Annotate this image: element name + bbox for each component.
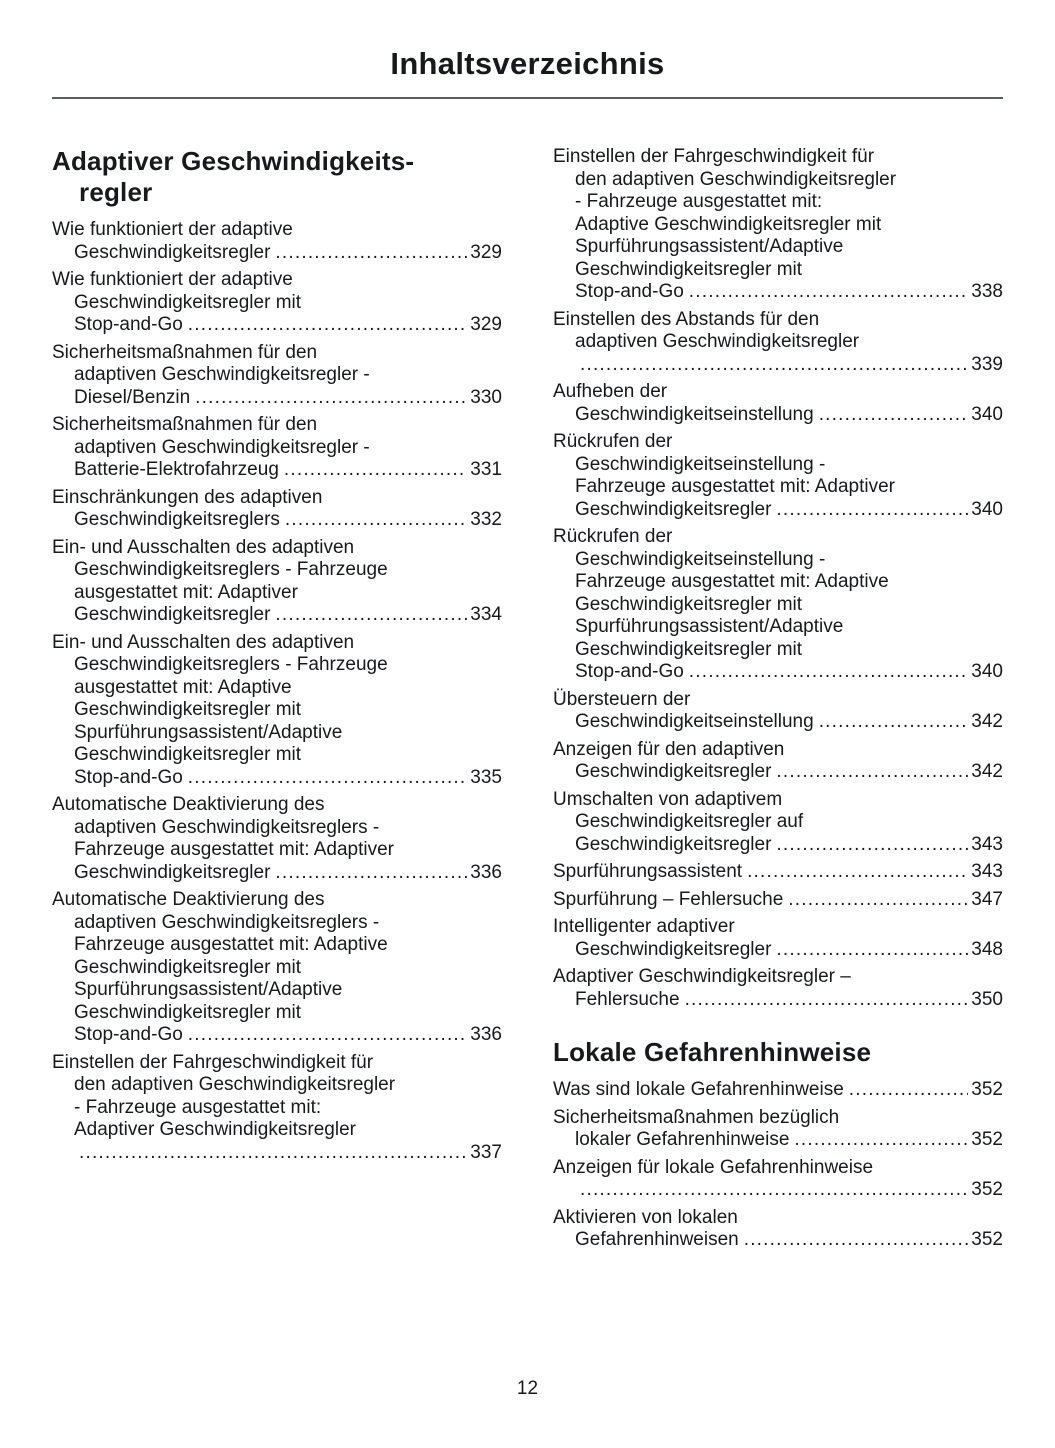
entry-title-line: ausgestattet mit: Adaptiver [74, 581, 298, 603]
entry-leader-line [553, 889, 1003, 912]
leader-dots [685, 989, 969, 1012]
entry-page-number: 338 [971, 281, 1003, 302]
entry-page-number: 347 [971, 888, 1003, 910]
leader-dots [188, 1024, 468, 1047]
toc-entry [52, 794, 502, 884]
entry-title-line: Spurführungsassistent [553, 861, 743, 882]
entry-leader-line [553, 1129, 1003, 1152]
entry-title-line: Sicherheitsmaßnahmen für den [52, 341, 318, 363]
entry-page-number: 352 [971, 1079, 1003, 1100]
entry-title-line: adaptiven Geschwindigkeitsregler - [74, 364, 370, 385]
leader-dots [819, 404, 969, 427]
leader-dots [776, 499, 968, 522]
entry-title-line: Stop-and-Go [74, 766, 183, 788]
entry-leader-line [553, 989, 1003, 1012]
entry-leader-line [553, 354, 1003, 377]
entry-title-line: Geschwindigkeitsregler [575, 761, 772, 782]
leader-dots [849, 1079, 969, 1102]
entry-title-line: Aktivieren von lokalen [553, 1206, 738, 1228]
leader-dots [747, 861, 968, 884]
entry-page-number: 340 [971, 661, 1003, 682]
entry-title-line: Fahrzeuge ausgestattet mit: Adaptive [575, 571, 889, 592]
entry-title-line: Gefahrenhinweisen [575, 1229, 739, 1250]
toc-entry [553, 689, 1003, 734]
entry-leader-line [553, 711, 1003, 734]
entry-title-line: Stop-and-Go [575, 281, 684, 302]
entry-leader-line [52, 604, 502, 627]
toc-entry [553, 789, 1003, 857]
page-title: Inhaltsverzeichnis [390, 46, 665, 81]
entry-leader-line [553, 281, 1003, 304]
entry-page-number: 337 [470, 1141, 502, 1163]
toc-entry [553, 526, 1003, 684]
entry-title-line: Spurführung – Fehlersuche [553, 888, 784, 910]
entry-title-line: Geschwindigkeitsregler [575, 938, 772, 960]
entry-title-line: Geschwindigkeitsregler mit [74, 1001, 302, 1023]
entry-title-line: Anzeigen für lokale Gefahrenhinweise [553, 1156, 874, 1178]
leader-dots [188, 314, 468, 337]
toc-entry [52, 537, 502, 627]
toc-column-right [553, 146, 1003, 1257]
entry-title-line: Geschwindigkeitsregler mit [575, 258, 803, 280]
entry-page-number: 329 [470, 241, 502, 263]
toc-entry [553, 739, 1003, 784]
leader-dots [275, 862, 467, 885]
entry-title-line: Was sind lokale Gefahrenhinweise [553, 1079, 844, 1100]
entry-page-number: 336 [470, 1024, 502, 1045]
entry-title-line: Stop-and-Go [74, 314, 183, 335]
entry-title-line: adaptiven Geschwindigkeitsreglers - [74, 816, 380, 838]
leader-dots [79, 1142, 467, 1165]
entry-page-number: 334 [470, 604, 502, 625]
entry-title-line: Geschwindigkeitsregler mit [575, 638, 803, 660]
entry-title-line: den adaptiven Geschwindigkeitsregler [575, 168, 897, 190]
entry-leader-line [553, 404, 1003, 427]
entry-title-line: Intelligenter adaptiver [553, 916, 735, 937]
leader-dots [776, 761, 968, 784]
toc-entry [553, 1107, 1003, 1152]
entry-title-line: Fehlersuche [575, 988, 680, 1010]
entry-title-line: Geschwindigkeitsregler [74, 861, 271, 883]
entry-title-line: Batterie-Elektrofahrzeug [74, 459, 279, 480]
entry-title-line: Diesel/Benzin [74, 386, 191, 408]
toc-entry [52, 1052, 502, 1165]
toc-entry [553, 1079, 1003, 1102]
entry-title-line: Ein- und Ausschalten des adaptiven [52, 536, 355, 558]
toc-entry [553, 431, 1003, 521]
page-header [52, 46, 1003, 99]
entry-leader-line [553, 1079, 1003, 1102]
entry-page-number: 330 [470, 386, 502, 408]
leader-dots [689, 661, 969, 684]
entry-page-number: 350 [971, 988, 1003, 1010]
entry-title-line: Umschalten von adaptivem [553, 788, 783, 810]
entry-page-number: 343 [971, 861, 1003, 882]
toc-entry [553, 309, 1003, 377]
toc-entry [553, 889, 1003, 912]
entry-title-line: Sicherheitsmaßnahmen bezüglich [553, 1106, 840, 1128]
leader-dots [188, 767, 468, 790]
entry-title-line: Geschwindigkeitsregler mit [74, 956, 302, 978]
section-heading-line: Adaptiver Geschwindigkeits- [52, 146, 415, 176]
entry-leader-line [52, 314, 502, 337]
leader-dots [744, 1229, 969, 1252]
toc-entry [553, 861, 1003, 884]
entry-title-line: Einstellen der Fahrgeschwindigkeit für [52, 1051, 374, 1073]
leader-dots [275, 242, 467, 265]
entry-title-line: Sicherheitsmaßnahmen für den [52, 414, 318, 435]
toc-columns [52, 146, 1003, 1257]
entry-leader-line [52, 242, 502, 265]
entry-title-line: ausgestattet mit: Adaptive [74, 676, 292, 698]
toc-entry [52, 414, 502, 482]
entry-title-line: Adaptiver Geschwindigkeitsregler [74, 1119, 356, 1140]
section-heading [553, 1037, 1003, 1068]
section-heading [52, 146, 502, 208]
leader-dots [819, 711, 969, 734]
entry-page-number: 348 [971, 938, 1003, 960]
entry-title-line: adaptiven Geschwindigkeitsregler - [74, 436, 370, 458]
entry-title-line: adaptiven Geschwindigkeitsregler [575, 331, 860, 352]
entry-title-line: Rückrufen der [553, 431, 673, 452]
leader-dots [788, 889, 968, 912]
page-footer [0, 1378, 1055, 1400]
leader-dots [776, 939, 968, 962]
leader-dots [776, 834, 968, 857]
entry-title-line: Geschwindigkeitsreglers [74, 509, 280, 530]
entry-title-line: Rückrufen der [553, 526, 673, 547]
toc-entry [52, 889, 502, 1047]
entry-page-number: 332 [470, 509, 502, 530]
entry-leader-line [553, 861, 1003, 884]
entry-title-line: - Fahrzeuge ausgestattet mit: [74, 1096, 322, 1118]
entry-title-line: adaptiven Geschwindigkeitsreglers - [74, 911, 380, 933]
entry-page-number: 340 [971, 498, 1003, 520]
entry-title-line: Geschwindigkeitseinstellung [575, 711, 814, 732]
entry-title-line: den adaptiven Geschwindigkeitsregler [74, 1074, 396, 1095]
entry-leader-line [553, 1179, 1003, 1202]
entry-title-line: Geschwindigkeitsregler [74, 241, 271, 263]
entry-title-line: Aufheben der [553, 381, 668, 402]
toc-entry [553, 916, 1003, 961]
entry-page-number: 342 [971, 711, 1003, 732]
leader-dots [285, 509, 467, 532]
entry-page-number: 342 [971, 761, 1003, 782]
entry-leader-line [553, 1229, 1003, 1252]
toc-entry [52, 632, 502, 790]
toc-entry [553, 1207, 1003, 1252]
entry-title-line: Stop-and-Go [74, 1024, 183, 1045]
entry-title-line: Stop-and-Go [575, 661, 684, 682]
entry-leader-line [52, 1024, 502, 1047]
toc-entry [553, 381, 1003, 426]
entry-leader-line [52, 509, 502, 532]
entry-leader-line [52, 767, 502, 790]
entry-page-number: 352 [971, 1179, 1003, 1200]
entry-title-line: Geschwindigkeitseinstellung - [575, 453, 826, 475]
entry-title-line: Adaptiver Geschwindigkeitsregler – [553, 966, 851, 987]
entry-page-number: 331 [470, 459, 502, 480]
leader-dots [580, 1179, 968, 1202]
entry-leader-line [553, 761, 1003, 784]
entry-page-number: 343 [971, 833, 1003, 855]
leader-dots [284, 459, 467, 482]
header-rule [52, 97, 1003, 99]
page-number: 12 [516, 1378, 539, 1399]
entry-title-line: - Fahrzeuge ausgestattet mit: [575, 191, 823, 212]
entry-title-line: Spurführungsassistent/Adaptive [575, 236, 844, 257]
entry-leader-line [52, 1142, 502, 1165]
entry-title-line: Einstellen der Fahrgeschwindigkeit für [553, 146, 875, 167]
entry-title-line: Geschwindigkeitsregler [575, 498, 772, 520]
entry-title-line: Ein- und Ausschalten des adaptiven [52, 631, 355, 653]
entry-title-line: Wie funktioniert der adaptive [52, 269, 293, 290]
entry-page-number: 335 [470, 766, 502, 788]
entry-leader-line [553, 499, 1003, 522]
toc-entry [553, 1157, 1003, 1202]
entry-title-line: Geschwindigkeitseinstellung - [575, 548, 826, 570]
entry-title-line: Spurführungsassistent/Adaptive [74, 721, 343, 743]
entry-title-line: Fahrzeuge ausgestattet mit: Adaptive [74, 934, 388, 955]
entry-page-number: 329 [470, 314, 502, 335]
toc-entry [52, 487, 502, 532]
section-heading-line: regler [79, 177, 153, 207]
entry-title-line: Geschwindigkeitseinstellung [575, 403, 814, 425]
entry-title-line: Automatische Deaktivierung des [52, 794, 325, 815]
entry-title-line: Spurführungsassistent/Adaptive [575, 616, 844, 637]
leader-dots [195, 387, 467, 410]
entry-page-number: 352 [971, 1129, 1003, 1150]
leader-dots [794, 1129, 968, 1152]
entry-title-line: Spurführungsassistent/Adaptive [74, 979, 343, 1000]
entry-title-line: Fahrzeuge ausgestattet mit: Adaptiver [74, 839, 395, 860]
entry-title-line: Geschwindigkeitsregler mit [74, 699, 302, 720]
entry-leader-line [52, 387, 502, 410]
entry-title-line: Geschwindigkeitsregler mit [74, 744, 302, 765]
entry-page-number: 339 [971, 353, 1003, 375]
toc-entry [553, 966, 1003, 1011]
entry-title-line: Einschränkungen des adaptiven [52, 486, 323, 508]
entry-page-number: 340 [971, 403, 1003, 425]
leader-dots [689, 281, 969, 304]
entry-title-line: Einstellen des Abstands für den [553, 308, 820, 330]
entry-title-line: Geschwindigkeitsreglers - Fahrzeuge [74, 559, 388, 580]
entry-title-line: Geschwindigkeitsreglers - Fahrzeuge [74, 654, 388, 675]
leader-dots [580, 354, 968, 377]
entry-title-line: Automatische Deaktivierung des [52, 889, 325, 910]
entry-title-line: Adaptive Geschwindigkeitsregler mit [575, 213, 882, 235]
entry-leader-line [553, 834, 1003, 857]
toc-entry [52, 219, 502, 264]
entry-page-number: 336 [470, 861, 502, 883]
entry-title-line: Fahrzeuge ausgestattet mit: Adaptiver [575, 476, 896, 497]
toc-entry [553, 146, 1003, 304]
leader-dots [275, 604, 467, 627]
entry-title-line: Geschwindigkeitsregler mit [74, 291, 302, 313]
entry-leader-line [52, 862, 502, 885]
section-heading-line: Lokale Gefahrenhinweise [553, 1037, 872, 1067]
entry-title-line: Geschwindigkeitsregler auf [575, 811, 804, 832]
entry-title-line: lokaler Gefahrenhinweise [575, 1129, 790, 1150]
entry-title-line: Geschwindigkeitsregler [74, 604, 271, 625]
toc-entry [52, 342, 502, 410]
entry-title-line: Anzeigen für den adaptiven [553, 738, 785, 760]
entry-title-line: Geschwindigkeitsregler mit [575, 593, 803, 615]
entry-leader-line [553, 661, 1003, 684]
entry-title-line: Wie funktioniert der adaptive [52, 219, 293, 240]
entry-leader-line [52, 459, 502, 482]
toc-entry [52, 269, 502, 337]
entry-title-line: Übersteuern der [553, 688, 691, 710]
entry-leader-line [553, 939, 1003, 962]
entry-page-number: 352 [971, 1229, 1003, 1250]
entry-title-line: Geschwindigkeitsregler [575, 833, 772, 855]
toc-column-left [52, 146, 502, 1169]
